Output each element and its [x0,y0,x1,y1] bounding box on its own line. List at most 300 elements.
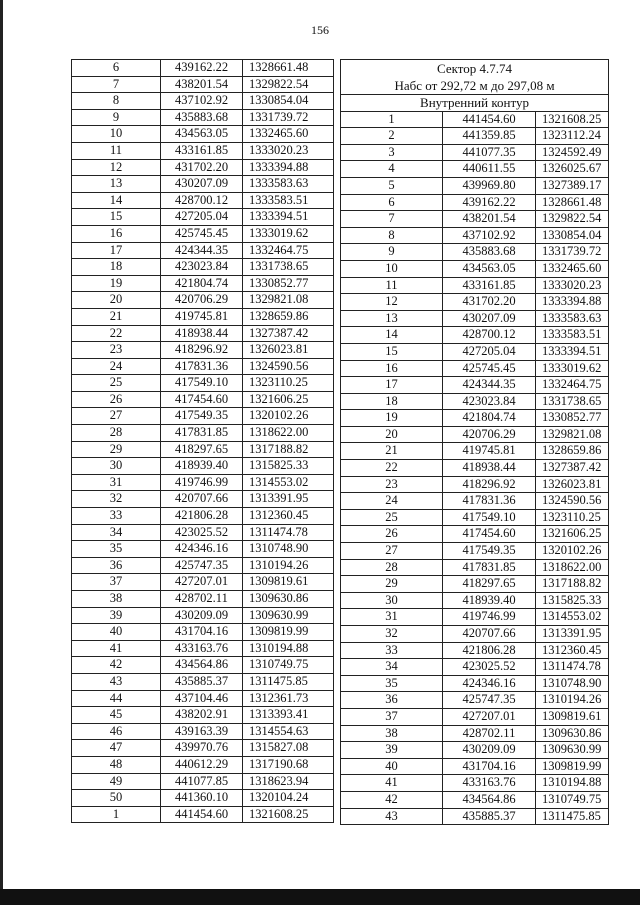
x-coordinate-cell: 423023.84 [443,393,536,410]
table-row [341,675,609,692]
y-coordinate-cell: 1332465.60 [536,260,609,277]
point-number-cell: 6 [341,194,443,211]
x-coordinate-cell: 425745.45 [443,360,536,377]
x-coordinate-cell: 431704.16 [161,624,243,641]
y-coordinate-cell: 1309819.99 [536,758,609,775]
x-coordinate-cell: 435885.37 [443,808,536,825]
table-row [341,260,609,277]
table-row [341,526,609,543]
table-row [341,493,609,510]
point-number-cell: 31 [72,474,161,491]
y-coordinate-cell: 1321606.25 [243,391,334,408]
table-row [72,607,334,624]
y-coordinate-cell: 1330852.77 [536,410,609,427]
x-coordinate-cell: 437102.92 [443,227,536,244]
x-coordinate-cell: 437102.92 [161,93,243,110]
page-number: 156 [311,23,329,37]
table-row [72,109,334,126]
x-coordinate-cell: 441454.60 [443,111,536,128]
y-coordinate-cell: 1313393.41 [243,707,334,724]
table-row [341,692,609,709]
y-coordinate-cell: 1314554.63 [243,723,334,740]
point-number-cell: 39 [72,607,161,624]
y-coordinate-cell: 1315825.33 [536,592,609,609]
y-coordinate-cell: 1318622.00 [536,559,609,576]
y-coordinate-cell: 1309819.61 [243,574,334,591]
x-coordinate-cell: 417454.60 [443,526,536,543]
point-number-cell: 28 [341,559,443,576]
table-row [72,209,334,226]
x-coordinate-cell: 420707.66 [161,491,243,508]
x-coordinate-cell: 417454.60 [161,391,243,408]
y-coordinate-cell: 1333583.63 [243,176,334,193]
x-coordinate-cell: 418939.40 [443,592,536,609]
table-row [72,358,334,375]
point-number-cell: 22 [341,460,443,477]
left-coordinate-table [71,59,334,823]
y-coordinate-cell: 1313391.95 [536,626,609,643]
y-coordinate-cell: 1333020.23 [536,277,609,294]
y-coordinate-cell: 1311474.78 [243,524,334,541]
point-number-cell: 36 [341,692,443,709]
table-row [72,541,334,558]
right-table-body [341,60,609,825]
x-coordinate-cell: 437104.46 [161,690,243,707]
x-coordinate-cell: 434564.86 [443,791,536,808]
x-coordinate-cell: 428702.11 [443,725,536,742]
y-coordinate-cell: 1331739.72 [536,244,609,261]
x-coordinate-cell: 418296.92 [161,342,243,359]
y-coordinate-cell: 1329822.54 [243,76,334,93]
y-coordinate-cell: 1312360.45 [536,642,609,659]
y-coordinate-cell: 1310748.90 [536,675,609,692]
x-coordinate-cell: 428700.12 [161,192,243,209]
point-number-cell: 6 [72,60,161,77]
x-coordinate-cell: 428702.11 [161,591,243,608]
x-coordinate-cell: 441077.35 [443,144,536,161]
point-number-cell: 27 [341,543,443,560]
y-coordinate-cell: 1315827.08 [243,740,334,757]
point-number-cell: 16 [341,360,443,377]
contour-label: Внутренний контур [341,95,609,112]
point-number-cell: 1 [341,111,443,128]
y-coordinate-cell: 1323112.24 [536,128,609,145]
y-coordinate-cell: 1320102.26 [536,543,609,560]
table-row [341,443,609,460]
point-number-cell: 39 [341,742,443,759]
table-row [72,673,334,690]
y-coordinate-cell: 1324590.56 [536,493,609,510]
x-coordinate-cell: 427207.01 [161,574,243,591]
point-number-cell: 10 [341,260,443,277]
table-row [72,425,334,442]
right-coordinate-table [340,59,609,825]
point-number-cell: 36 [72,557,161,574]
point-number-cell: 17 [72,242,161,259]
point-number-cell: 48 [72,756,161,773]
left-table-body [72,60,334,823]
point-number-cell: 40 [341,758,443,775]
y-coordinate-cell: 1333394.88 [536,294,609,311]
point-number-cell: 14 [341,327,443,344]
table-row [341,294,609,311]
y-coordinate-cell: 1333019.62 [536,360,609,377]
x-coordinate-cell: 431702.20 [161,159,243,176]
table-row [72,93,334,110]
table-row [72,225,334,242]
point-number-cell: 40 [72,624,161,641]
y-coordinate-cell: 1332464.75 [536,377,609,394]
y-coordinate-cell: 1331739.72 [243,109,334,126]
x-coordinate-cell: 417549.10 [443,509,536,526]
y-coordinate-cell: 1328659.86 [536,443,609,460]
table-row [72,707,334,724]
point-number-cell: 8 [72,93,161,110]
x-coordinate-cell: 421806.28 [443,642,536,659]
table-row [341,725,609,742]
table-row [72,192,334,209]
table-row [72,557,334,574]
table-row [341,310,609,327]
point-number-cell: 7 [72,76,161,93]
table-row [72,242,334,259]
x-coordinate-cell: 425745.45 [161,225,243,242]
x-coordinate-cell: 419745.81 [443,443,536,460]
x-coordinate-cell: 438201.54 [443,211,536,228]
y-coordinate-cell: 1315825.33 [243,458,334,475]
table-row [341,791,609,808]
table-row [72,806,334,823]
point-number-cell: 29 [341,576,443,593]
y-coordinate-cell: 1317188.82 [243,441,334,458]
point-number-cell: 29 [72,441,161,458]
y-coordinate-cell: 1318622.00 [243,425,334,442]
y-coordinate-cell: 1328661.48 [536,194,609,211]
x-coordinate-cell: 423023.84 [161,259,243,276]
table-row [72,574,334,591]
point-number-cell: 27 [72,408,161,425]
point-number-cell: 9 [341,244,443,261]
x-coordinate-cell: 438202.91 [161,707,243,724]
y-coordinate-cell: 1311475.85 [536,808,609,825]
y-coordinate-cell: 1328661.48 [243,60,334,77]
y-coordinate-cell: 1317188.82 [536,576,609,593]
x-coordinate-cell: 433163.76 [161,640,243,657]
x-coordinate-cell: 433161.85 [161,142,243,159]
x-coordinate-cell: 430207.09 [443,310,536,327]
x-coordinate-cell: 427205.04 [161,209,243,226]
point-number-cell: 19 [72,275,161,292]
table-row [341,758,609,775]
point-number-cell: 18 [341,393,443,410]
point-number-cell: 35 [341,675,443,692]
point-number-cell: 21 [72,308,161,325]
point-number-cell: 42 [341,791,443,808]
table-row [341,244,609,261]
point-number-cell: 43 [341,808,443,825]
y-coordinate-cell: 1324592.49 [536,144,609,161]
y-coordinate-cell: 1332465.60 [243,126,334,143]
x-coordinate-cell: 418297.65 [161,441,243,458]
y-coordinate-cell: 1314553.02 [536,609,609,626]
table-row [72,640,334,657]
x-coordinate-cell: 417549.35 [161,408,243,425]
y-coordinate-cell: 1333583.51 [243,192,334,209]
point-number-cell: 20 [341,426,443,443]
point-number-cell: 9 [72,109,161,126]
x-coordinate-cell: 420706.29 [161,292,243,309]
x-coordinate-cell: 421804.74 [161,275,243,292]
y-coordinate-cell: 1333583.63 [536,310,609,327]
x-coordinate-cell: 417831.36 [161,358,243,375]
table-row [341,559,609,576]
x-coordinate-cell: 430207.09 [161,176,243,193]
point-number-cell: 47 [72,740,161,757]
x-coordinate-cell: 425747.35 [443,692,536,709]
point-number-cell: 26 [72,391,161,408]
y-coordinate-cell: 1327387.42 [243,325,334,342]
x-coordinate-cell: 420707.66 [443,626,536,643]
x-coordinate-cell: 439162.22 [161,60,243,77]
point-number-cell: 22 [72,325,161,342]
point-number-cell: 8 [341,227,443,244]
x-coordinate-cell: 418938.44 [443,460,536,477]
table-row [72,176,334,193]
x-coordinate-cell: 418938.44 [161,325,243,342]
table-row [341,460,609,477]
point-number-cell: 50 [72,790,161,807]
table-row [72,408,334,425]
table-row [341,476,609,493]
x-coordinate-cell: 439970.76 [161,740,243,757]
y-coordinate-cell: 1313391.95 [243,491,334,508]
point-number-cell: 15 [72,209,161,226]
point-number-cell: 20 [72,292,161,309]
contour-label-row [341,95,609,112]
point-number-cell: 25 [341,509,443,526]
table-row [341,377,609,394]
x-coordinate-cell: 433163.76 [443,775,536,792]
table-row [72,491,334,508]
point-number-cell: 1 [72,806,161,823]
y-coordinate-cell: 1333394.51 [536,343,609,360]
y-coordinate-cell: 1320104.24 [243,790,334,807]
point-number-cell: 34 [341,659,443,676]
y-coordinate-cell: 1321608.25 [243,806,334,823]
sector-subtitle-row [341,77,609,95]
y-coordinate-cell: 1311474.78 [536,659,609,676]
point-number-cell: 32 [72,491,161,508]
x-coordinate-cell: 438201.54 [161,76,243,93]
point-number-cell: 41 [72,640,161,657]
point-number-cell: 24 [341,493,443,510]
point-number-cell: 31 [341,609,443,626]
point-number-cell: 37 [72,574,161,591]
y-coordinate-cell: 1330852.77 [243,275,334,292]
x-coordinate-cell: 439969.80 [443,177,536,194]
table-row [72,342,334,359]
x-coordinate-cell: 435883.68 [443,244,536,261]
table-row [72,292,334,309]
table-row [72,159,334,176]
y-coordinate-cell: 1309819.99 [243,624,334,641]
point-number-cell: 33 [341,642,443,659]
point-number-cell: 38 [72,591,161,608]
y-coordinate-cell: 1329821.08 [243,292,334,309]
x-coordinate-cell: 428700.12 [443,327,536,344]
y-coordinate-cell: 1310194.88 [536,775,609,792]
table-row [72,126,334,143]
table-row [72,756,334,773]
point-number-cell: 44 [72,690,161,707]
y-coordinate-cell: 1333583.51 [536,327,609,344]
point-number-cell: 21 [341,443,443,460]
y-coordinate-cell: 1321608.25 [536,111,609,128]
x-coordinate-cell: 420706.29 [443,426,536,443]
point-number-cell: 19 [341,410,443,427]
table-row [72,441,334,458]
point-number-cell: 37 [341,708,443,725]
table-row [341,393,609,410]
table-row [341,128,609,145]
scan-bottom-edge [0,889,640,905]
table-row [72,790,334,807]
y-coordinate-cell: 1312361.73 [243,690,334,707]
table-row [72,275,334,292]
table-row [341,509,609,526]
y-coordinate-cell: 1329822.54 [536,211,609,228]
table-row [341,177,609,194]
point-number-cell: 42 [72,657,161,674]
y-coordinate-cell: 1314553.02 [243,474,334,491]
y-coordinate-cell: 1309630.99 [536,742,609,759]
table-row [341,742,609,759]
point-number-cell: 41 [341,775,443,792]
y-coordinate-cell: 1326023.81 [536,476,609,493]
x-coordinate-cell: 434564.86 [161,657,243,674]
table-row [72,773,334,790]
table-row [72,524,334,541]
point-number-cell: 49 [72,773,161,790]
point-number-cell: 43 [72,673,161,690]
y-coordinate-cell: 1326025.67 [536,161,609,178]
point-number-cell: 3 [341,144,443,161]
x-coordinate-cell: 421806.28 [161,508,243,525]
y-coordinate-cell: 1328659.86 [243,308,334,325]
y-coordinate-cell: 1312360.45 [243,508,334,525]
x-coordinate-cell: 417831.85 [161,425,243,442]
table-row [72,740,334,757]
x-coordinate-cell: 427207.01 [443,708,536,725]
point-number-cell: 15 [341,343,443,360]
y-coordinate-cell: 1323110.25 [243,375,334,392]
table-row [341,277,609,294]
point-number-cell: 38 [341,725,443,742]
y-coordinate-cell: 1332464.75 [243,242,334,259]
table-row [72,591,334,608]
y-coordinate-cell: 1324590.56 [243,358,334,375]
point-number-cell: 2 [341,128,443,145]
table-row [72,60,334,77]
x-coordinate-cell: 423025.52 [443,659,536,676]
x-coordinate-cell: 417549.35 [443,543,536,560]
table-row [341,576,609,593]
point-number-cell: 7 [341,211,443,228]
y-coordinate-cell: 1330854.04 [536,227,609,244]
x-coordinate-cell: 441359.85 [443,128,536,145]
table-row [341,111,609,128]
point-number-cell: 18 [72,259,161,276]
x-coordinate-cell: 439163.39 [161,723,243,740]
y-coordinate-cell: 1309630.99 [243,607,334,624]
x-coordinate-cell: 424344.35 [443,377,536,394]
y-coordinate-cell: 1333019.62 [243,225,334,242]
x-coordinate-cell: 418296.92 [443,476,536,493]
y-coordinate-cell: 1318623.94 [243,773,334,790]
x-coordinate-cell: 441454.60 [161,806,243,823]
table-row [341,194,609,211]
table-row [341,327,609,344]
x-coordinate-cell: 417831.85 [443,559,536,576]
x-coordinate-cell: 419746.99 [161,474,243,491]
y-coordinate-cell: 1330854.04 [243,93,334,110]
table-row [341,144,609,161]
table-row [72,259,334,276]
y-coordinate-cell: 1310749.75 [243,657,334,674]
point-number-cell: 30 [341,592,443,609]
x-coordinate-cell: 430209.09 [443,742,536,759]
table-row [72,624,334,641]
table-row [341,343,609,360]
table-row [341,808,609,825]
point-number-cell: 12 [341,294,443,311]
y-coordinate-cell: 1310749.75 [536,791,609,808]
x-coordinate-cell: 424346.16 [161,541,243,558]
y-coordinate-cell: 1326023.81 [243,342,334,359]
table-row [72,308,334,325]
x-coordinate-cell: 424346.16 [443,675,536,692]
x-coordinate-cell: 435885.37 [161,673,243,690]
x-coordinate-cell: 431704.16 [443,758,536,775]
table-row [72,474,334,491]
point-number-cell: 23 [72,342,161,359]
point-number-cell: 26 [341,526,443,543]
y-coordinate-cell: 1320102.26 [243,408,334,425]
point-number-cell: 45 [72,707,161,724]
y-coordinate-cell: 1321606.25 [536,526,609,543]
table-row [72,690,334,707]
y-coordinate-cell: 1317190.68 [243,756,334,773]
x-coordinate-cell: 418297.65 [443,576,536,593]
point-number-cell: 10 [72,126,161,143]
point-number-cell: 23 [341,476,443,493]
x-coordinate-cell: 441360.10 [161,790,243,807]
point-number-cell: 4 [341,161,443,178]
y-coordinate-cell: 1310748.90 [243,541,334,558]
y-coordinate-cell: 1310194.26 [536,692,609,709]
sector-subtitle: Набс от 292,72 м до 297,08 м [341,77,609,95]
point-number-cell: 12 [72,159,161,176]
table-row [341,775,609,792]
x-coordinate-cell: 434563.05 [443,260,536,277]
table-row [72,142,334,159]
table-row [341,543,609,560]
y-coordinate-cell: 1333394.51 [243,209,334,226]
table-row [341,227,609,244]
y-coordinate-cell: 1310194.26 [243,557,334,574]
y-coordinate-cell: 1309630.86 [536,725,609,742]
table-row [341,426,609,443]
